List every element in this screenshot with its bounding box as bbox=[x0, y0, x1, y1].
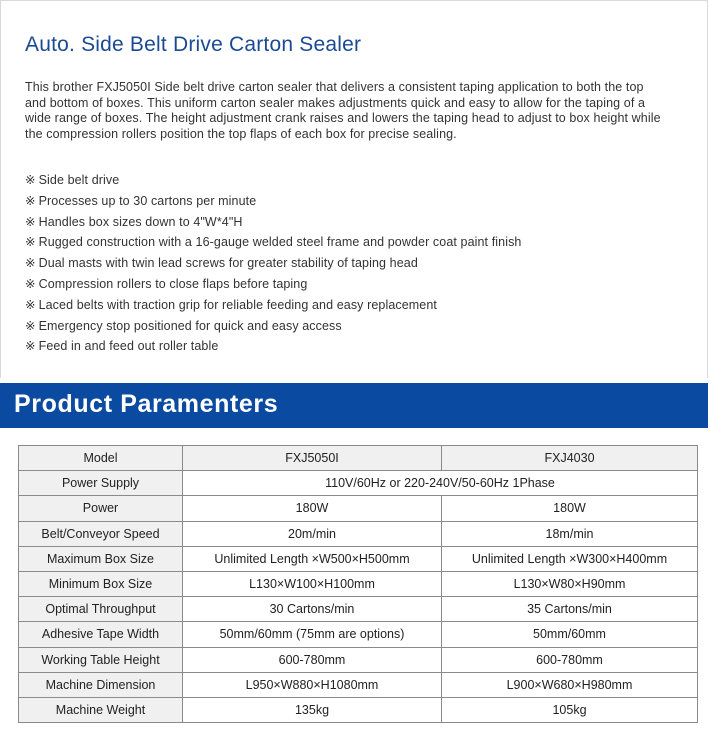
feature-text: Rugged construction with a 16-gauge welded steel frame and powder coat paint finish bbox=[38, 235, 522, 250]
table-cell: L130×W100×H100mm bbox=[183, 571, 442, 596]
feature-text: Handles box sizes down to 4"W*4"H bbox=[38, 214, 243, 229]
feature-text: Emergency stop positioned for quick and easy access bbox=[38, 318, 342, 333]
table-cell: 18m/min bbox=[442, 521, 698, 546]
table-cell: Unlimited Length ×W300×H400mm bbox=[442, 546, 698, 571]
row-label: Machine Dimension bbox=[19, 672, 183, 697]
bullet-mark-icon: ※ bbox=[25, 256, 36, 271]
row-label: Minimum Box Size bbox=[19, 571, 183, 596]
feature-item bbox=[25, 191, 521, 212]
table-cell: 180W bbox=[442, 496, 698, 521]
feature-item bbox=[25, 274, 521, 295]
row-label: Working Table Height bbox=[19, 647, 183, 672]
table-row bbox=[19, 521, 698, 546]
page-title: Auto. Side Belt Drive Carton Sealer bbox=[25, 33, 362, 56]
table-cell: 180W bbox=[183, 496, 442, 521]
table-header-row bbox=[19, 446, 698, 471]
bullet-mark-icon: ※ bbox=[25, 214, 36, 229]
table-cell: 50mm/60mm bbox=[442, 622, 698, 647]
row-label: Power bbox=[19, 496, 183, 521]
table-row bbox=[19, 571, 698, 596]
bullet-mark-icon: ※ bbox=[25, 276, 36, 291]
feature-item bbox=[25, 170, 521, 191]
table-cell: 135kg bbox=[183, 697, 442, 722]
section-title: Product Paramenters bbox=[14, 390, 279, 418]
feature-item bbox=[25, 253, 521, 274]
feature-item bbox=[25, 212, 521, 233]
feature-item bbox=[25, 336, 521, 357]
table-row bbox=[19, 647, 698, 672]
table-row bbox=[19, 672, 698, 697]
table-cell: 20m/min bbox=[183, 521, 442, 546]
feature-list bbox=[25, 170, 521, 357]
bullet-mark-icon: ※ bbox=[25, 193, 36, 208]
table-cell: 35 Cartons/min bbox=[442, 597, 698, 622]
table-header-cell: FXJ5050I bbox=[183, 446, 442, 471]
table-header-cell: FXJ4030 bbox=[442, 446, 698, 471]
table-header-cell: Model bbox=[19, 446, 183, 471]
section-banner bbox=[0, 383, 708, 428]
bullet-mark-icon: ※ bbox=[25, 173, 36, 187]
feature-text: Compression rollers to close flaps before taping bbox=[38, 276, 308, 291]
table-row bbox=[19, 697, 698, 722]
row-label: Maximum Box Size bbox=[19, 546, 183, 571]
table-cell: 110V/60Hz or 220-240V/50-60Hz 1Phase bbox=[183, 471, 698, 496]
feature-item bbox=[25, 316, 521, 337]
bullet-mark-icon: ※ bbox=[25, 235, 36, 250]
table-cell: L950×W880×H1080mm bbox=[183, 672, 442, 697]
table-cell: 600-780mm bbox=[442, 647, 698, 672]
table-row bbox=[19, 471, 698, 496]
table-row bbox=[19, 496, 698, 521]
table-cell: 30 Cartons/min bbox=[183, 597, 442, 622]
table-row bbox=[19, 622, 698, 647]
table-cell: L130×W80×H90mm bbox=[442, 571, 698, 596]
feature-text: Laced belts with traction grip for reliable feeding and easy replacement bbox=[38, 297, 437, 312]
table-cell: L900×W680×H980mm bbox=[442, 672, 698, 697]
row-label: Adhesive Tape Width bbox=[19, 622, 183, 647]
bullet-mark-icon: ※ bbox=[25, 339, 36, 354]
row-label: Optimal Throughput bbox=[19, 597, 183, 622]
feature-text: Dual masts with twin lead screws for greater stability of taping head bbox=[38, 256, 418, 271]
table-cell: Unlimited Length ×W500×H500mm bbox=[183, 546, 442, 571]
product-description: This brother FXJ5050I Side belt drive carton sealer that delivers a consistent taping application to both the top and bottom of boxes. This uniform carton sealer makes adjustments quick and easy to allow for the taping of a wide range of boxes. The height adjustment crank raises and lowers the taping head to adjust to box height while the compression rollers position the top flaps of each box for precise sealing. bbox=[25, 80, 661, 141]
feature-item bbox=[25, 232, 521, 253]
row-label: Belt/Conveyor Speed bbox=[19, 521, 183, 546]
feature-item bbox=[25, 295, 521, 316]
table-cell: 600-780mm bbox=[183, 647, 442, 672]
table-cell: 105kg bbox=[442, 697, 698, 722]
table-cell: 50mm/60mm (75mm are options) bbox=[183, 622, 442, 647]
spec-table bbox=[18, 445, 698, 723]
feature-text: Feed in and feed out roller table bbox=[38, 339, 219, 354]
bullet-mark-icon: ※ bbox=[25, 297, 36, 312]
bullet-mark-icon: ※ bbox=[25, 318, 36, 333]
table-row bbox=[19, 546, 698, 571]
table-row bbox=[19, 597, 698, 622]
feature-text: Processes up to 30 cartons per minute bbox=[38, 193, 257, 208]
row-label: Machine Weight bbox=[19, 697, 183, 722]
feature-text: Side belt drive bbox=[38, 173, 120, 187]
row-label: Power Supply bbox=[19, 471, 183, 496]
